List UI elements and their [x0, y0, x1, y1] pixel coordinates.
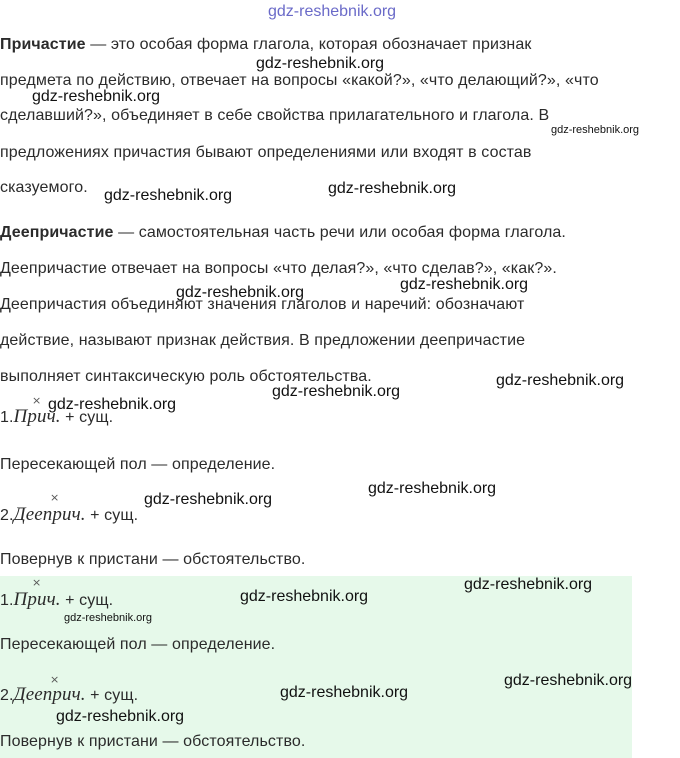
example-1-formula-highlight	[0, 589, 113, 611]
example-2-formula	[0, 504, 138, 526]
watermark: gdz-reshebnik.org	[64, 612, 153, 624]
watermark: gdz-reshebnik.org	[256, 55, 385, 72]
para2-line2: Деепричастие отвечает на вопросы «что делая?», «что сделав?», «как?».	[0, 260, 557, 277]
cross-mark: ×	[32, 394, 42, 407]
cross-mark: ×	[50, 673, 60, 686]
watermark: gdz-reshebnik.org	[32, 88, 161, 105]
example-number: 2.	[0, 687, 14, 704]
example-rest: + сущ.	[85, 507, 139, 524]
example-rest: + сущ.	[60, 592, 114, 609]
example-abbr: Дееприч.	[13, 684, 86, 705]
watermark: gdz-reshebnik.org	[272, 383, 401, 400]
example-2-formula-highlight	[0, 684, 138, 706]
para2-line1	[0, 224, 566, 242]
watermark: gdz-reshebnik.org	[368, 480, 497, 497]
example-number: 1.	[0, 592, 14, 609]
example-2-sentence: Повернув к пристани — обстоятельство.	[0, 551, 306, 568]
term-gerund: Деепричастие	[0, 224, 114, 241]
watermark: gdz-reshebnik.org	[400, 276, 529, 293]
example-rest: + сущ.	[85, 687, 139, 704]
watermark: gdz-reshebnik.org	[496, 372, 625, 389]
watermark: gdz-reshebnik.org	[104, 187, 233, 204]
watermark: gdz-reshebnik.org	[176, 284, 305, 301]
cross-mark: ×	[50, 491, 60, 504]
example-1-sentence: Пересекающей пол — определение.	[0, 456, 276, 473]
watermark: gdz-reshebnik.org	[240, 588, 369, 605]
example-abbr: Прич.	[13, 589, 61, 610]
watermark: gdz-reshebnik.org	[504, 672, 633, 689]
para1-line1-text: — это особая форма глагола, которая обозначает признак	[85, 36, 532, 53]
watermark-top: gdz-reshebnik.org	[268, 3, 397, 20]
watermark: gdz-reshebnik.org	[551, 124, 640, 136]
example-rest: + сущ.	[60, 409, 114, 426]
watermark: gdz-reshebnik.org	[56, 708, 185, 725]
para2-line5: выполняет синтаксическую роль обстоятельства.	[0, 368, 372, 385]
example-abbr: Прич.	[13, 406, 61, 427]
para1-line1	[0, 36, 531, 54]
para1-line4: предложениях причастия бывают определениями или входят в состав	[0, 144, 532, 161]
term-participle: Причастие	[0, 36, 86, 53]
para1-line2: предмета по действию, отвечает на вопросы «какой?», «что делающий?», «что	[0, 72, 599, 89]
para2-line1-text: — самостоятельная часть речи или особая форма глагола.	[113, 224, 566, 241]
example-number: 1.	[0, 409, 14, 426]
watermark: gdz-reshebnik.org	[280, 684, 409, 701]
para2-line4: действие, называют признак действия. В предложении деепричастие	[0, 332, 526, 349]
example-abbr: Дееприч.	[13, 504, 86, 525]
cross-mark: ×	[32, 576, 42, 589]
example-1-sentence-highlight: Пересекающей пол — определение.	[0, 636, 276, 653]
para2-line3: Деепричастия объединяют значения глаголов и наречий: обозначают	[0, 296, 525, 313]
watermark: gdz-reshebnik.org	[144, 491, 273, 508]
para1-line5: сказуемого.	[0, 179, 88, 196]
watermark: gdz-reshebnik.org	[464, 576, 593, 593]
watermark: gdz-reshebnik.org	[48, 396, 177, 413]
example-number: 2.	[0, 507, 14, 524]
para1-line3: сделавший?», объединяет в себе свойства прилагательного и глагола. В	[0, 107, 550, 124]
example-2-sentence-highlight: Повернув к пристани — обстоятельство.	[0, 733, 306, 750]
watermark: gdz-reshebnik.org	[328, 180, 457, 197]
